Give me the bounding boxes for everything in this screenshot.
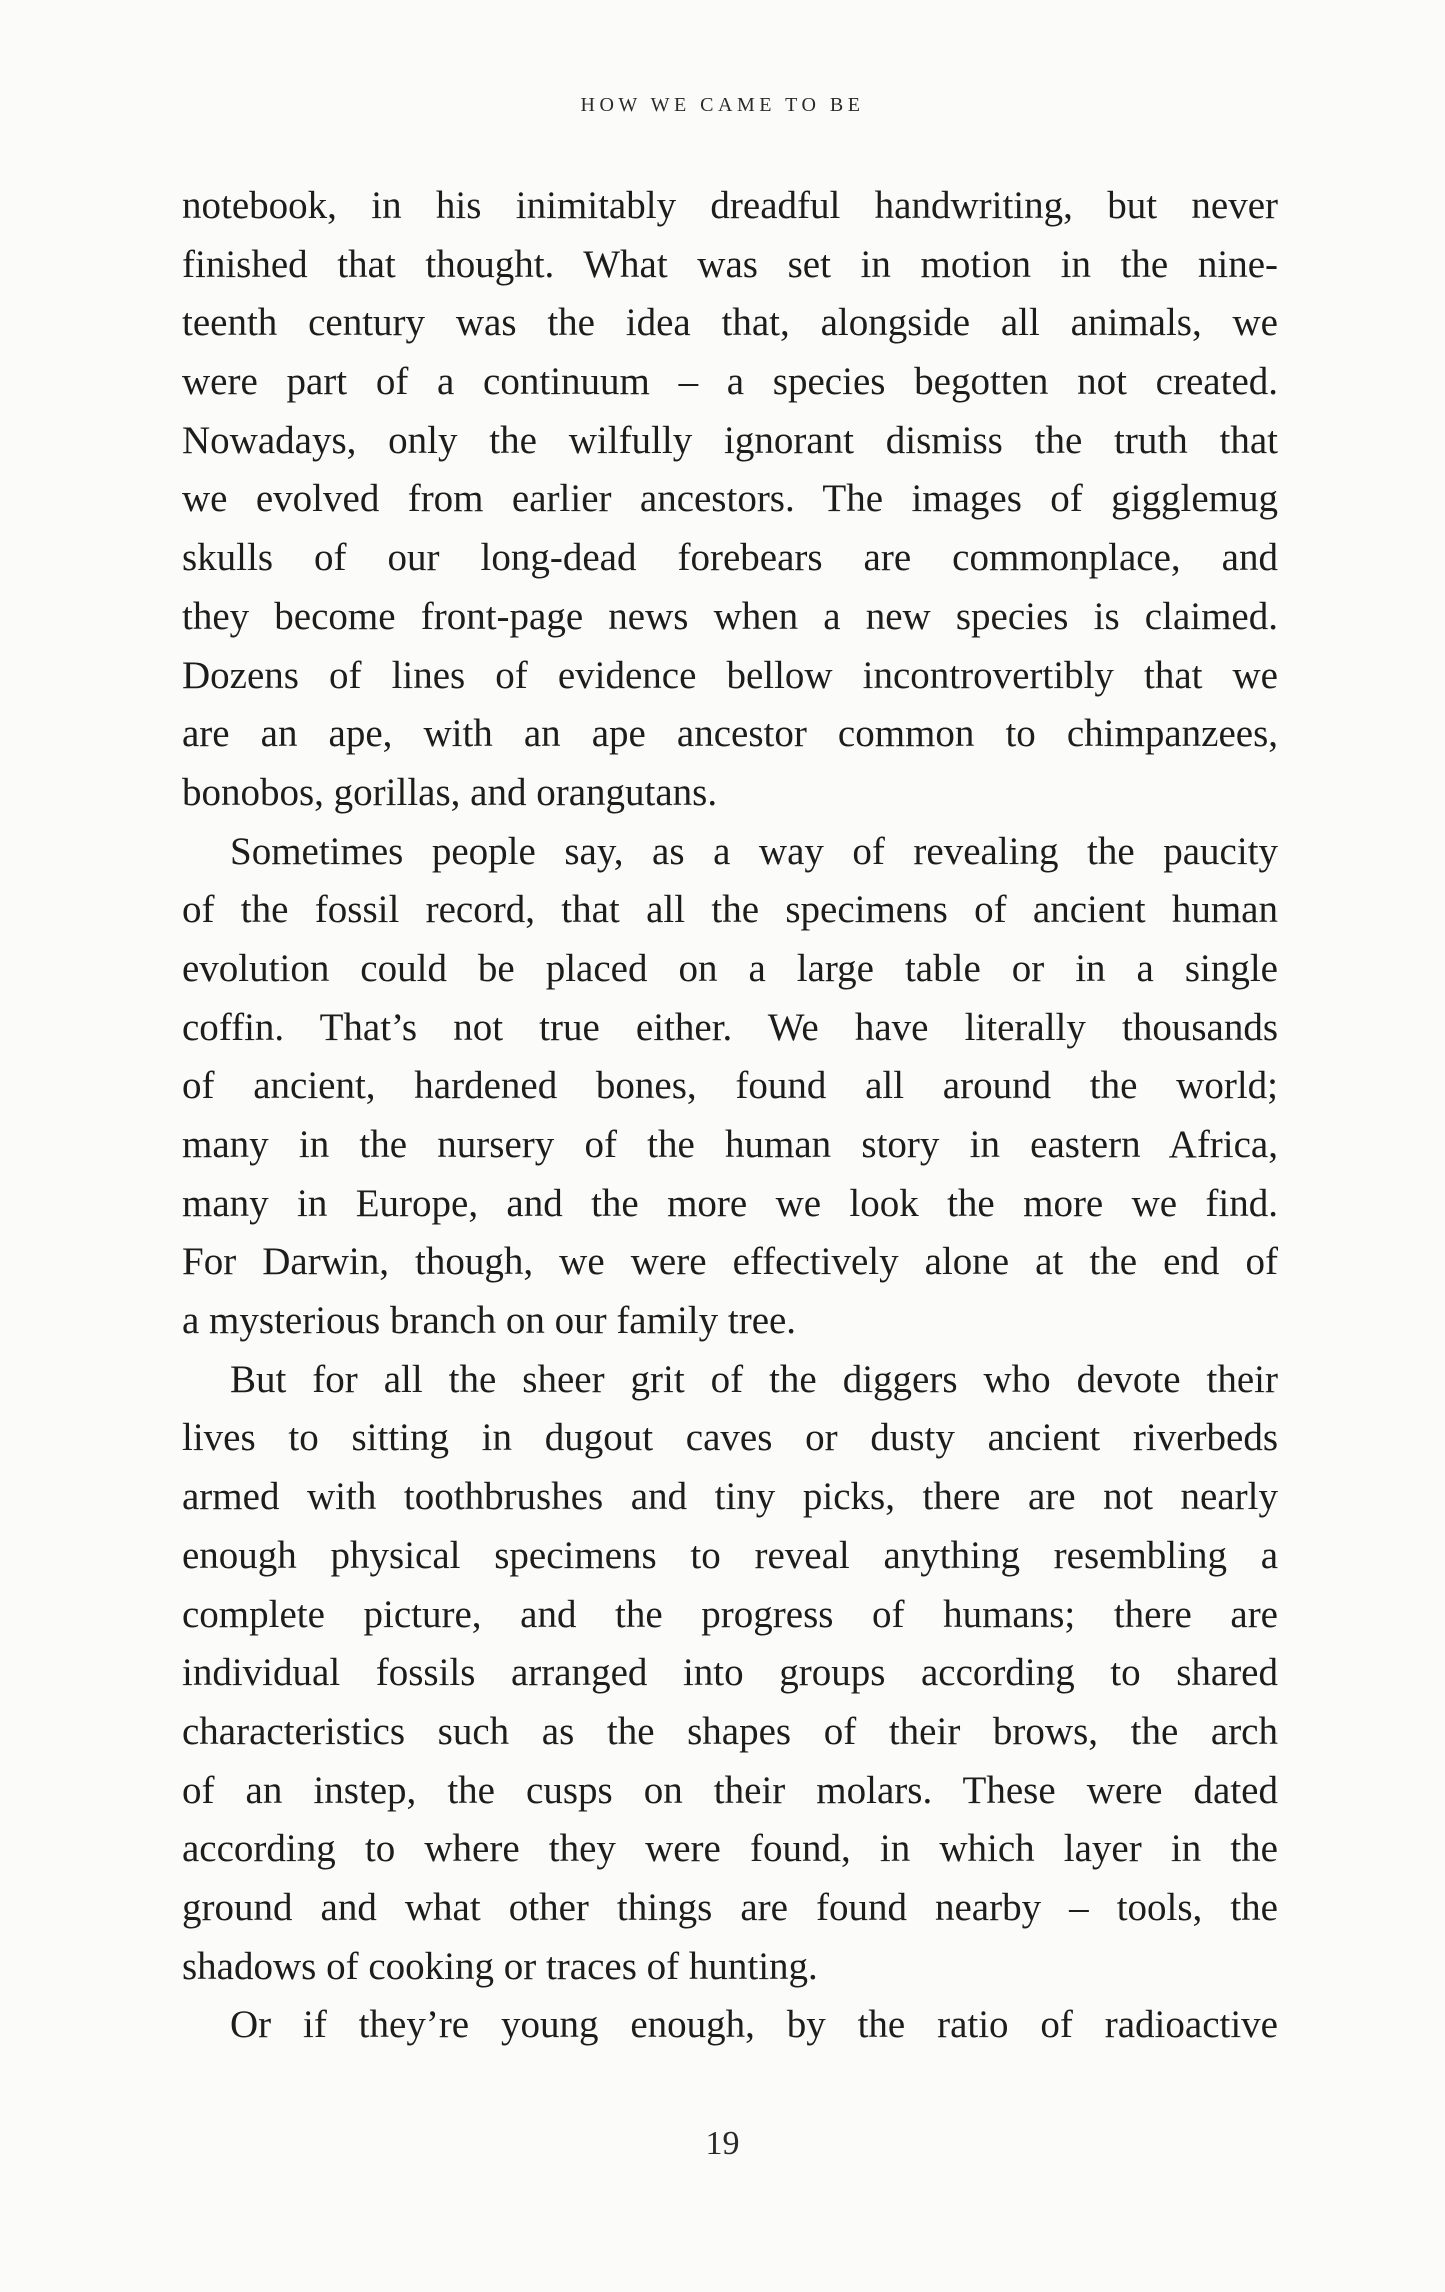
text-line: shadows of cooking or traces of hunting. bbox=[182, 1944, 818, 1988]
page-number: 19 bbox=[705, 2125, 740, 2162]
paragraph bbox=[182, 1996, 1278, 2055]
text-line: skulls of our long-dead forebears are commonplace, and bbox=[182, 536, 1278, 580]
text-line: of an instep, the cusps on their molars. These were dated bbox=[182, 1768, 1278, 1812]
text-line: bonobos, gorillas, and orangutans. bbox=[182, 770, 718, 814]
text-line: Sometimes people say, as a way of revealing the paucity bbox=[230, 829, 1278, 873]
paragraph bbox=[182, 1351, 1278, 1997]
text-line: enough physical specimens to reveal anything resembling a bbox=[182, 1533, 1278, 1577]
text-line: characteristics such as the shapes of their brows, the arch bbox=[182, 1709, 1278, 1753]
text-line: ground and what other things are found nearby – tools, the bbox=[182, 1885, 1278, 1929]
text-line: coffin. That’s not true either. We have literally thousands bbox=[182, 1005, 1278, 1049]
text-line: according to where they were found, in which layer in the bbox=[182, 1827, 1278, 1871]
text-line: we evolved from earlier ancestors. The images of gigglemug bbox=[182, 477, 1278, 521]
text-line: teenth century was the idea that, alongside all animals, we bbox=[182, 301, 1278, 345]
text-line: a mysterious branch on our family tree. bbox=[182, 1299, 797, 1343]
text-line: armed with toothbrushes and tiny picks, there are not nearly bbox=[182, 1475, 1278, 1519]
running-head: HOW WE CAME TO BE bbox=[580, 94, 865, 116]
paragraph bbox=[182, 177, 1278, 823]
text-line: individual fossils arranged into groups according to shared bbox=[182, 1651, 1278, 1695]
text-line: Or if they’re young enough, by the ratio of radioactive bbox=[230, 2003, 1278, 2047]
text-line: complete picture, and the progress of humans; there are bbox=[182, 1592, 1278, 1636]
text-line: lives to sitting in dugout caves or dusty ancient riverbeds bbox=[182, 1416, 1278, 1460]
text-line: Dozens of lines of evidence bellow incontrovertibly that we bbox=[182, 653, 1278, 697]
text-line: But for all the sheer grit of the diggers who devote their bbox=[230, 1357, 1278, 1401]
text-line: were part of a continuum – a species begotten not created. bbox=[182, 360, 1278, 404]
text-line: are an ape, with an ape ancestor common to chimpanzees, bbox=[182, 712, 1278, 756]
text-line: For Darwin, though, we were effectively alone at the end of bbox=[182, 1240, 1278, 1284]
body-text bbox=[182, 177, 1278, 2055]
text-line: of the fossil record, that all the specimens of ancient human bbox=[182, 888, 1278, 932]
paragraph bbox=[182, 823, 1278, 1351]
text-line: finished that thought. What was set in motion in the nine- bbox=[182, 242, 1278, 286]
text-line: of ancient, hardened bones, found all around the world; bbox=[182, 1064, 1278, 1108]
text-line: many in the nursery of the human story in eastern Africa, bbox=[182, 1123, 1278, 1166]
text-line: evolution could be placed on a large table or in a single bbox=[182, 946, 1278, 990]
text-line: notebook, in his inimitably dreadful handwriting, but never bbox=[182, 184, 1278, 227]
text-line: Nowadays, only the wilfully ignorant dismiss the truth that bbox=[182, 418, 1278, 462]
text-line: many in Europe, and the more we look the more we find. bbox=[182, 1181, 1278, 1225]
text-line: they become front-page news when a new species is claimed. bbox=[182, 594, 1278, 638]
